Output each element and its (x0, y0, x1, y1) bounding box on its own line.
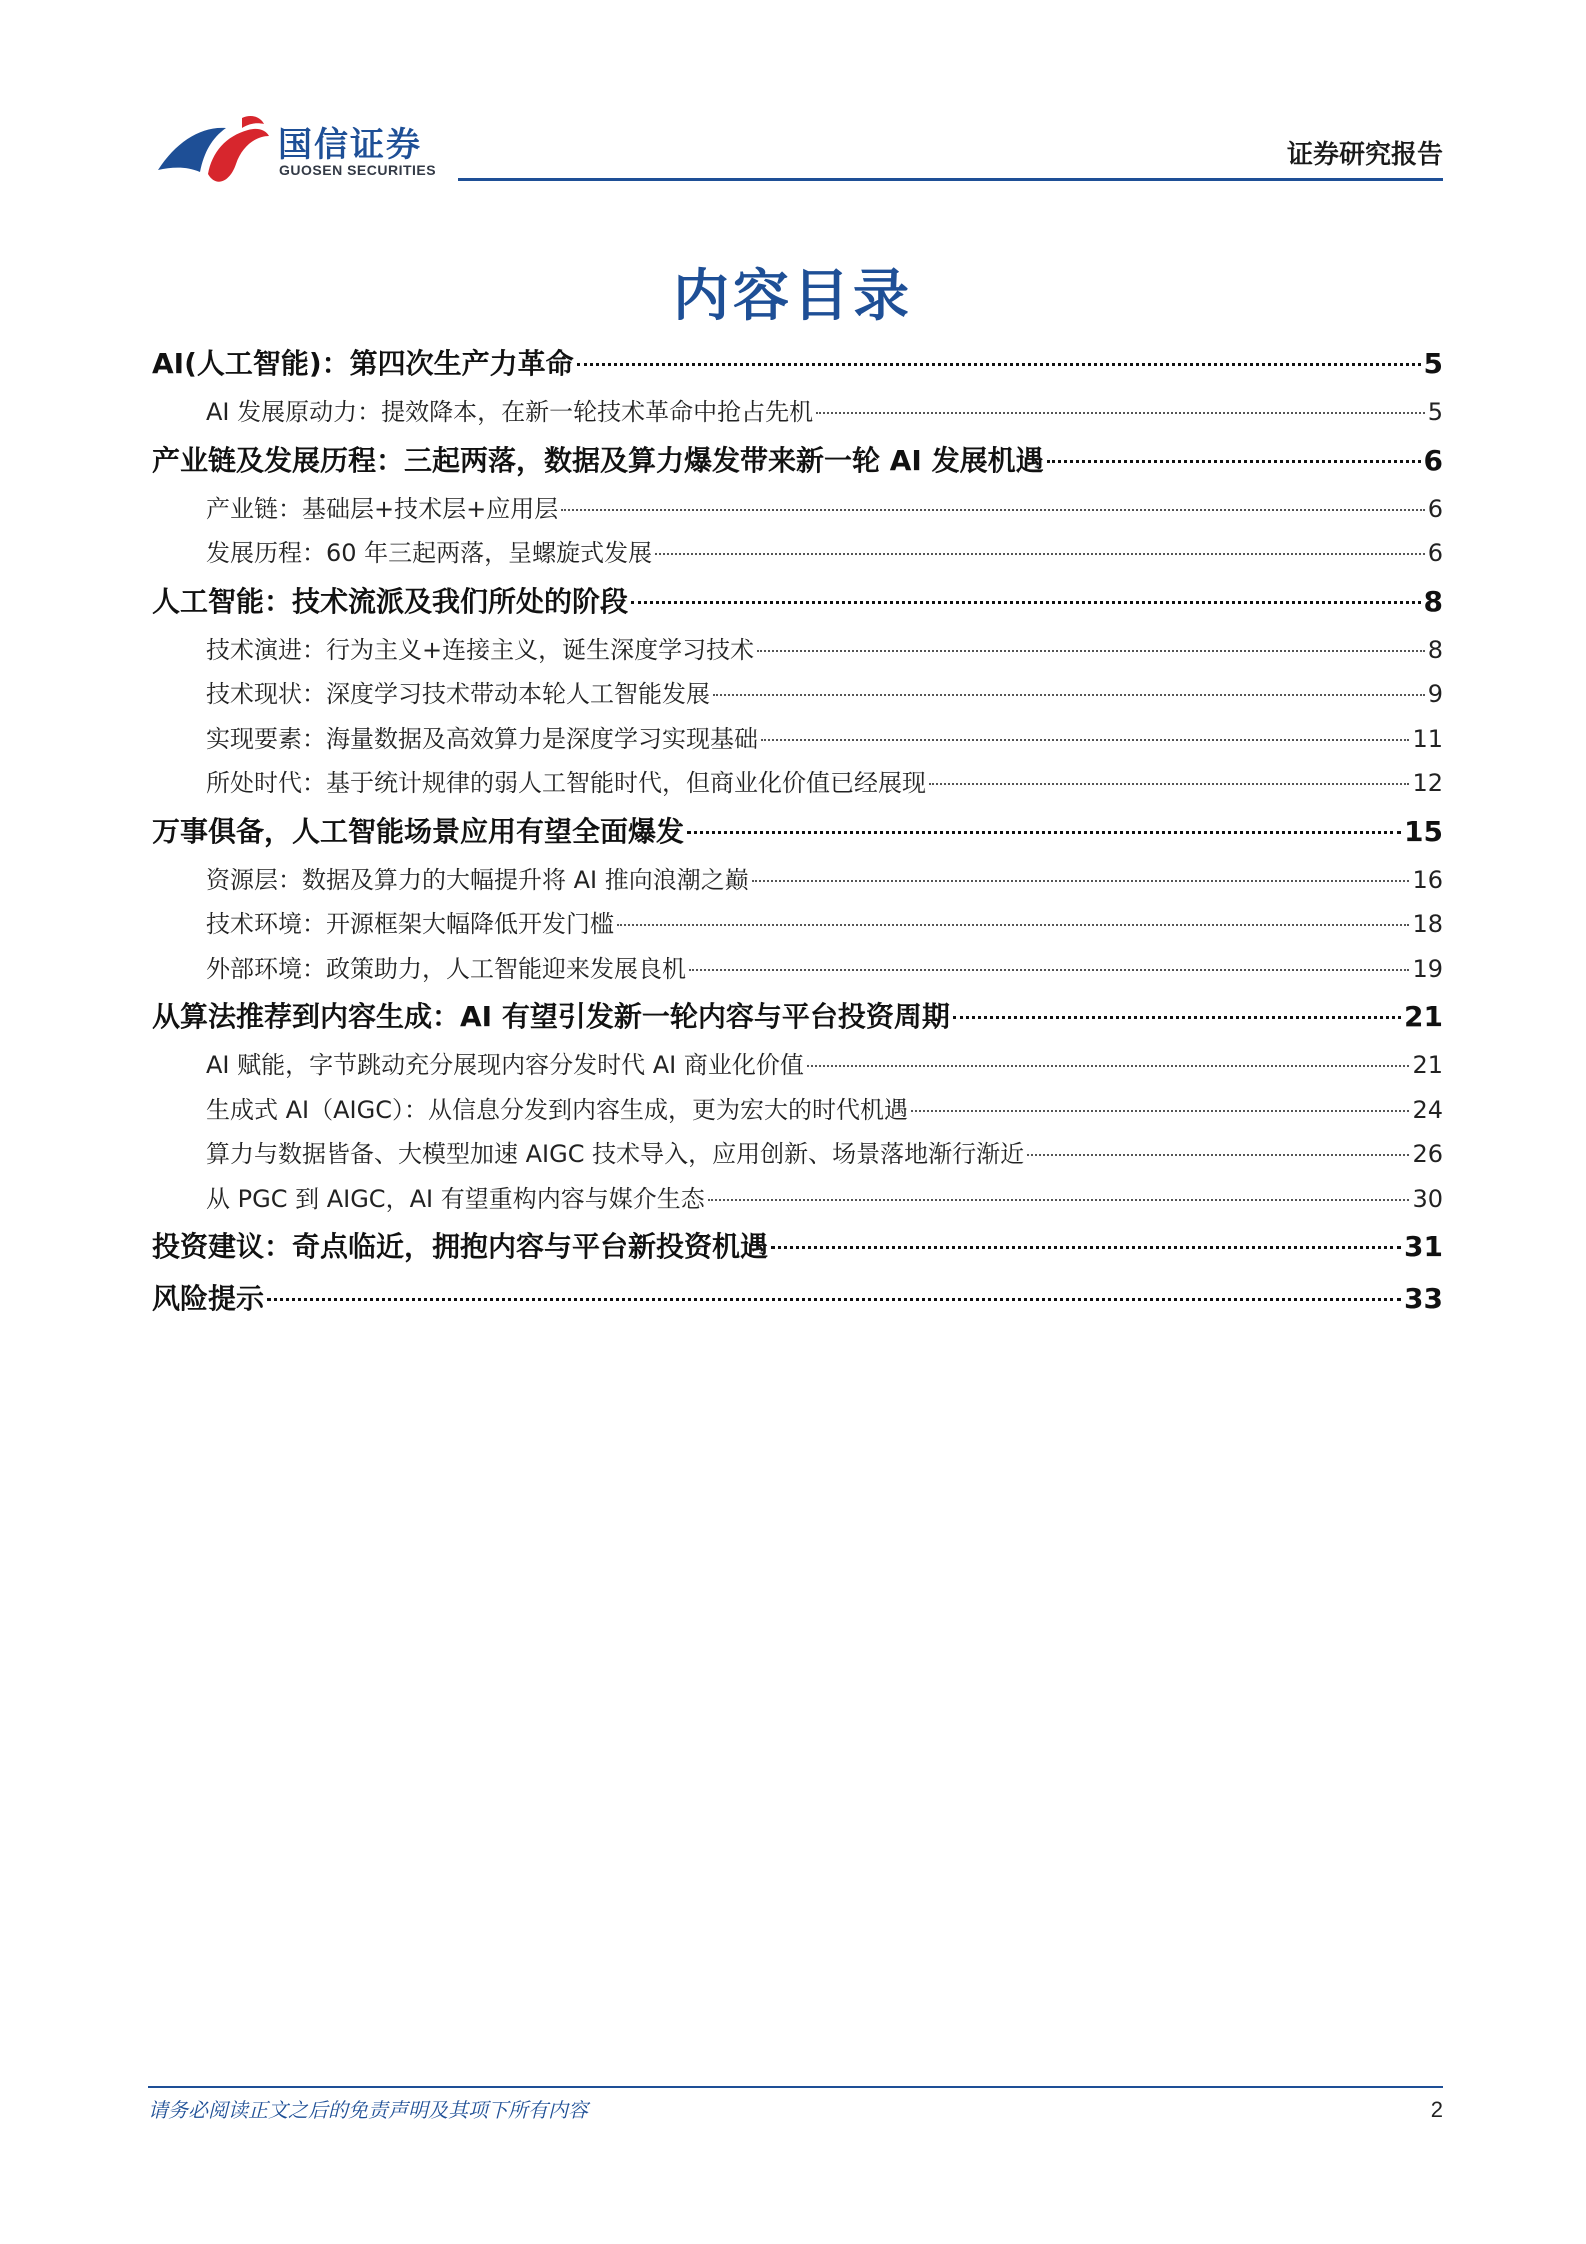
page-number: 2 (1430, 2097, 1443, 2122)
toc-entry-title: 投资建议：奇点临近，拥抱内容与平台新投资机遇 (152, 1230, 769, 1263)
toc-entry-section[interactable] (152, 902, 1443, 947)
toc-entry-page: 6 (1427, 539, 1443, 567)
toc-dot-leader (689, 969, 1409, 971)
toc-entry-page: 30 (1412, 1184, 1443, 1213)
toc-title: 内容目录 (673, 264, 913, 329)
toc-entry-chapter[interactable] (152, 338, 1443, 390)
toc-entry-section[interactable] (152, 1177, 1443, 1222)
toc-entry-page: 6 (1423, 443, 1443, 477)
toc-entry-page: 19 (1412, 954, 1443, 983)
toc-entry-title: 产业链：基础层+技术层+应用层 (206, 494, 559, 523)
toc-entry-title: 技术环境：开源框架大幅降低开发门槛 (206, 910, 614, 938)
toc-entry-chapter[interactable] (152, 576, 1443, 628)
toc-dot-leader (655, 553, 1425, 555)
toc-entry-page: 26 (1412, 1140, 1443, 1168)
header-divider (458, 178, 1443, 181)
toc-entry-title: 人工智能：技术流派及我们所处的阶段 (152, 584, 629, 618)
toc-entry-title: 生成式 AI（AIGC）：从信息分发到内容生成，更为宏大的时代机遇 (206, 1095, 908, 1124)
toc-dot-leader (687, 831, 1401, 834)
toc-entry-page: 24 (1412, 1095, 1443, 1124)
toc-entry-title: 算力与数据皆备、大模型加速 AIGC 技术导入，应用创新、场景落地渐行渐近 (206, 1140, 1025, 1168)
toc-entry-section[interactable] (152, 487, 1443, 532)
toc-entry-title: AI(人工智能)：第四次生产力革命 (152, 347, 574, 380)
toc-entry-title: 产业链及发展历程：三起两落，数据及算力爆发带来新一轮 AI 发展机遇 (152, 443, 1044, 477)
report-type-label: 证券研究报告 (1286, 140, 1443, 170)
toc-entry-title: 技术现状：深度学习技术带动本轮人工智能发展 (206, 680, 710, 708)
toc-entry-page: 6 (1427, 494, 1443, 523)
toc-entry-section[interactable] (152, 531, 1443, 576)
toc-entry-chapter[interactable] (152, 806, 1443, 858)
toc-entry-section[interactable] (152, 1043, 1443, 1088)
toc-entry-section[interactable] (152, 390, 1443, 435)
toc-entry-page: 12 (1412, 769, 1443, 797)
toc-entry-page: 8 (1423, 584, 1443, 618)
toc-entry-page: 18 (1412, 910, 1443, 938)
toc-entry-page: 21 (1404, 1000, 1443, 1033)
toc-entry-page: 16 (1412, 865, 1443, 894)
toc-entry-title: AI 赋能，字节跳动充分展现内容分发时代 AI 商业化价值 (206, 1051, 804, 1079)
toc-entry-title: 从算法推荐到内容生成：AI 有望引发新一轮内容与平台投资周期 (152, 1000, 950, 1033)
toc-entry-title: 从 PGC 到 AIGC，AI 有望重构内容与媒介生态 (206, 1184, 705, 1213)
toc-entry-chapter[interactable] (152, 991, 1443, 1043)
table-of-contents (152, 338, 1443, 1325)
toc-dot-leader (761, 739, 1409, 741)
toc-entry-section[interactable] (152, 1088, 1443, 1133)
toc-entry-page: 9 (1427, 680, 1443, 708)
guosen-logo-icon (156, 112, 271, 188)
toc-entry-title: 所处时代：基于统计规律的弱人工智能时代，但商业化价值已经展现 (206, 769, 926, 797)
toc-entry-page: 33 (1404, 1282, 1443, 1315)
toc-dot-leader (577, 363, 1421, 366)
toc-entry-title: 技术演进：行为主义+连接主义，诞生深度学习技术 (206, 635, 755, 664)
toc-entry-page: 31 (1404, 1230, 1443, 1263)
toc-dot-leader (561, 509, 1425, 511)
page-header (0, 0, 1586, 190)
footer-disclaimer: 请务必阅读正文之后的免责声明及其项下所有内容 (148, 2098, 588, 2122)
toc-entry-page: 21 (1412, 1051, 1443, 1079)
toc-entry-page: 15 (1404, 814, 1443, 848)
toc-entry-title: 外部环境：政策助力，人工智能迎来发展良机 (206, 954, 686, 983)
toc-entry-section[interactable] (152, 1132, 1443, 1177)
toc-entry-section[interactable] (152, 858, 1443, 903)
toc-dot-leader (708, 1199, 1410, 1201)
toc-dot-leader (631, 601, 1421, 604)
toc-dot-leader (1027, 1154, 1409, 1156)
toc-entry-title: 发展历程：60 年三起两落，呈螺旋式发展 (206, 539, 653, 567)
toc-dot-leader (752, 880, 1410, 882)
toc-entry-page: 11 (1412, 724, 1443, 753)
toc-entry-section[interactable] (152, 761, 1443, 806)
toc-entry-title: 实现要素：海量数据及高效算力是深度学习实现基础 (206, 724, 758, 753)
toc-dot-leader (953, 1016, 1401, 1019)
toc-entry-chapter[interactable] (152, 1273, 1443, 1325)
brand-name-cn: 国信证券 (278, 125, 422, 165)
toc-entry-title: 资源层：数据及算力的大幅提升将 AI 推向浪潮之巅 (206, 865, 749, 894)
toc-entry-section[interactable] (152, 628, 1443, 673)
toc-entry-section[interactable] (152, 672, 1443, 717)
toc-dot-leader (911, 1110, 1409, 1112)
toc-entry-section[interactable] (152, 947, 1443, 992)
toc-dot-leader (617, 924, 1409, 926)
brand-name-en: GUOSEN SECURITIES (279, 162, 437, 178)
toc-dot-leader (771, 1246, 1401, 1249)
toc-dot-leader (807, 1065, 1410, 1067)
footer-divider (148, 2086, 1443, 2088)
toc-entry-title: 风险提示 (152, 1282, 265, 1315)
toc-dot-leader (267, 1298, 1401, 1301)
toc-entry-chapter[interactable] (152, 1221, 1443, 1273)
toc-entry-title: AI 发展原动力：提效降本，在新一轮技术革命中抢占先机 (206, 398, 814, 426)
toc-dot-leader (757, 650, 1425, 652)
toc-dot-leader (1047, 460, 1421, 463)
toc-entry-title: 万事俱备，人工智能场景应用有望全面爆发 (152, 814, 685, 848)
toc-entry-chapter[interactable] (152, 435, 1443, 487)
toc-dot-leader (816, 412, 1425, 414)
toc-dot-leader (929, 783, 1409, 785)
toc-entry-page: 5 (1427, 398, 1443, 426)
toc-entry-page: 5 (1423, 347, 1443, 380)
toc-entry-section[interactable] (152, 717, 1443, 762)
toc-dot-leader (713, 694, 1425, 696)
toc-entry-page: 8 (1427, 635, 1443, 664)
